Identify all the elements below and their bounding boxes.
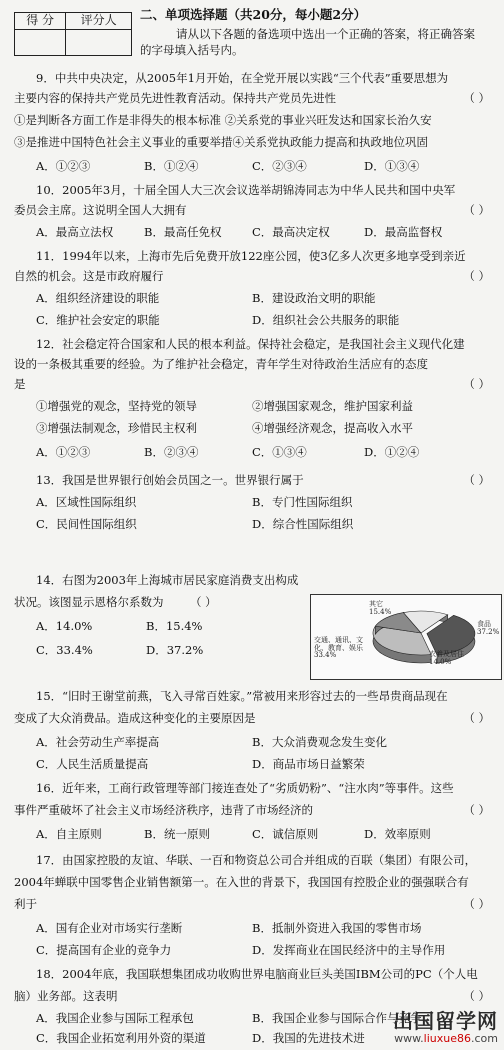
answer-paren[interactable]: （ ） (463, 473, 490, 487)
option-a[interactable]: A．国有企业对市场实行垄断 (36, 921, 183, 935)
pie-label-transport-education: 交通、通讯、文化、教育、娱乐 33.4% (314, 636, 363, 660)
watermark-url: www.liuxue86.com (394, 1032, 498, 1046)
option-d[interactable]: D．①③④ (364, 159, 420, 173)
question-stem: 自然的机会。这是市政府履行 (14, 269, 164, 283)
option-b[interactable]: B．15.4% (146, 619, 203, 633)
answer-paren[interactable]: （ ） (463, 377, 490, 391)
option-c[interactable]: C．①③④ (252, 445, 307, 459)
answer-paren[interactable]: （ ） (463, 203, 490, 217)
option-d[interactable]: D．商品市场日益繁荣 (252, 757, 365, 771)
option-d[interactable]: D．发挥商业在国民经济中的主导作用 (252, 943, 446, 957)
question-stem: 14．右图为2003年上海城市居民家庭消费支出构成 (36, 573, 299, 587)
consumption-pie-chart (310, 594, 502, 680)
question-stem: 18．2004年底，我国联想集团成功收购世界电脑商业巨头美国IBM公司的PC（个人电 (36, 967, 478, 981)
question-item: ④增强经济观念，提高收入水平 (252, 421, 413, 435)
option-d[interactable]: D．①②④ (364, 445, 420, 459)
options-row (36, 496, 352, 509)
options-row (36, 446, 419, 459)
option-d[interactable]: D．组织社会公共服务的职能 (252, 313, 400, 327)
options-row (36, 1012, 421, 1025)
options-row (36, 620, 202, 633)
site-watermark (393, 1010, 498, 1046)
question-stem: 脑）业务部。这表明 (14, 989, 118, 1003)
option-c[interactable]: C．②③④ (252, 159, 307, 173)
items-row (36, 400, 413, 413)
instruction-line-1: 请从以下各题的备选项中选出一个正确的答案，将正确答案 (176, 27, 475, 41)
option-d[interactable]: D．综合性国际组织 (252, 517, 354, 531)
grader-label: 评分人 (66, 13, 132, 30)
option-d[interactable]: D．我国的先进技术进 (252, 1031, 365, 1045)
question-stem: 12．社会稳定符合国家和人民的根本利益。保持社会稳定，是我国社会主义现代化建 (36, 337, 465, 351)
question-stem: 委员会主席。这说明全国人大拥有 (14, 203, 187, 217)
question-item: ①是判断各方面工作是非得失的根本标准 ②关系党的事业兴旺发达和国家长治久安 (14, 113, 432, 127)
option-d[interactable]: D．效率原则 (364, 827, 431, 841)
pie-label-other: 其它 15.4% (369, 600, 392, 616)
option-d[interactable]: D．最高监督权 (364, 225, 443, 239)
question-stem: 17．由国家控股的友谊、华联、一百和物资总公司合并组成的百联（集团）有限公司， (36, 853, 477, 867)
score-label: 得 分 (15, 13, 66, 30)
option-b[interactable]: B．建设政治文明的职能 (252, 291, 376, 305)
option-c[interactable]: C．诚信原则 (252, 827, 319, 841)
items-row (36, 422, 413, 435)
question-stem: 11．1994年以来，上海市先后免费开放122座公园，使3亿多人次更多地享受到亲近 (36, 249, 466, 263)
option-c[interactable]: C．人民生活质量提高 (36, 757, 149, 771)
score-cell (15, 30, 66, 56)
answer-paren[interactable]: （ ） (190, 595, 217, 609)
question-stem: 9．中共中央决定，从2005年1月开始，在全党开展以实践“三个代表”重要思想为 (36, 71, 449, 85)
option-b[interactable]: B．大众消费观念发生变化 (252, 735, 387, 749)
question-stem: 16．近年来，工商行政管理等部门接连查处了“劣质奶粉”、“注水肉”等事件。这些 (36, 781, 454, 795)
question-item: ③增强法制观念，珍惜民主权利 (36, 421, 197, 435)
answer-paren[interactable]: （ ） (463, 269, 490, 283)
question-stem: 设的一条极其重要的经验。为了维护社会稳定，青年学生对待政治生活应有的态度 (14, 357, 428, 371)
option-a[interactable]: A．社会劳动生产率提高 (36, 735, 160, 749)
option-a[interactable]: A．①②③ (36, 159, 91, 173)
section-title: 二、单项选择题（共20分，每小题2分） (140, 7, 367, 22)
options-row (36, 736, 387, 749)
options-row (36, 518, 353, 531)
score-box (14, 12, 132, 56)
options-row (36, 1032, 365, 1045)
option-d[interactable]: D．37.2% (146, 643, 204, 657)
option-b[interactable]: B．最高任免权 (144, 225, 222, 239)
options-row (36, 160, 419, 173)
options-row (36, 758, 365, 771)
question-stem: 2004年蝉联中国零售企业销售额第一。在入世的背景下，我国国有控股企业的强强联合有 (14, 875, 469, 889)
question-item: ①增强党的观念，坚持党的领导 (36, 399, 197, 413)
question-stem: 事件严重破坏了社会主义市场经济秩序，违背了市场经济的 (14, 803, 313, 817)
option-b[interactable]: B．②③④ (144, 445, 199, 459)
question-stem: 13．我国是世界银行创始会员国之一。世界银行属于 (36, 473, 304, 487)
instruction-line-2: 的字母填入括号内。 (140, 43, 244, 57)
option-a[interactable]: A．①②③ (36, 445, 91, 459)
options-row (36, 922, 421, 935)
option-a[interactable]: A．我国企业参与国际工程承包 (36, 1011, 194, 1025)
answer-paren[interactable]: （ ） (463, 897, 490, 911)
options-row (36, 292, 375, 305)
option-b[interactable]: B．我国企业参与国际合作与竞争 (252, 1011, 422, 1025)
question-stem: 主要内容的保持共产党员先进性教育活动。保持共产党员先进性 (14, 91, 336, 105)
option-c[interactable]: C．我国企业拓宽利用外资的渠道 (36, 1031, 206, 1045)
answer-paren[interactable]: （ ） (463, 803, 490, 817)
options-row (36, 828, 431, 841)
question-item: ②增强国家观念，维护国家利益 (252, 399, 413, 413)
option-c[interactable]: C．最高决定权 (252, 225, 330, 239)
question-stem: 10．2005年3月，十届全国人大三次会议选举胡锦涛同志为中华人民共和国中央军 (36, 183, 456, 197)
answer-paren[interactable]: （ ） (463, 91, 490, 105)
pie-label-clothing-housing: 衣着及居住 14.0% (429, 650, 464, 666)
option-a[interactable]: A．区域性国际组织 (36, 495, 137, 509)
question-stem: 状况。该图显示恩格尔系数为 (14, 595, 164, 609)
question-stem: 利于 (14, 897, 37, 911)
pie-label-food: 食品 37.2% (477, 620, 500, 636)
option-a[interactable]: A．自主原则 (36, 827, 102, 841)
grader-cell (66, 30, 132, 56)
option-a[interactable]: A．最高立法权 (36, 225, 114, 239)
options-row (36, 944, 445, 957)
option-c[interactable]: C．民间性国际组织 (36, 517, 137, 531)
question-item: ③是推进中国特色社会主义事业的重要举措④关系党执政能力提高和执政地位巩固 (14, 135, 428, 149)
question-stem: 15．“旧时王谢堂前燕，飞入寻常百姓家。”常被用来形容过去的一些昂贵商品现在 (36, 689, 448, 703)
options-row (36, 226, 442, 239)
options-row (36, 644, 203, 657)
option-c[interactable]: C．33.4% (36, 643, 93, 657)
option-a[interactable]: A．组织经济建设的职能 (36, 291, 160, 305)
options-row (36, 314, 399, 327)
watermark-logo-text: 出国留学网 (393, 1009, 498, 1034)
question-stem: 是 (14, 377, 26, 391)
answer-paren[interactable]: （ ） (463, 711, 490, 725)
option-c[interactable]: C．维护社会安定的职能 (36, 313, 160, 327)
option-b[interactable]: B．统一原则 (144, 827, 210, 841)
option-c[interactable]: C．提高国有企业的竞争力 (36, 943, 172, 957)
question-stem: 变成了大众消费品。造成这种变化的主要原因是 (14, 711, 256, 725)
option-b[interactable]: B．抵制外资进入我国的零售市场 (252, 921, 422, 935)
option-b[interactable]: B．专门性国际组织 (252, 495, 353, 509)
option-a[interactable]: A．14.0% (36, 619, 93, 633)
option-b[interactable]: B．①②④ (144, 159, 199, 173)
answer-paren[interactable]: （ ） (463, 989, 490, 1003)
